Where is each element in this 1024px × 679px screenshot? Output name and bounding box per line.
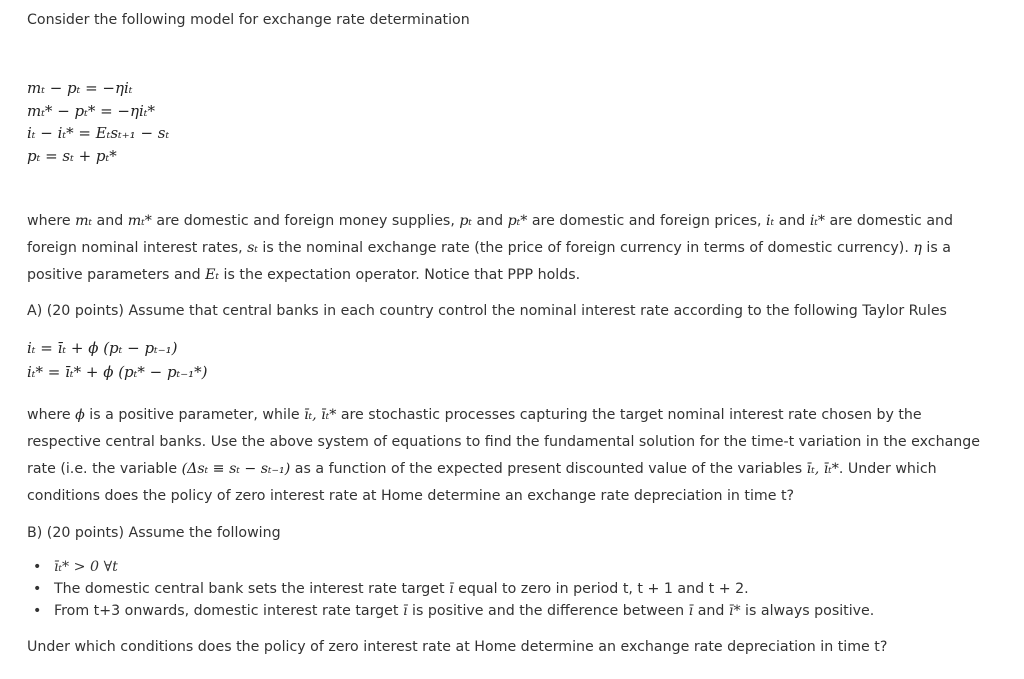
- closing-question: Under which conditions does the policy of zero interest rate at Home determine an exchange rate depreciation in time t?: [27, 639, 888, 655]
- math-span: īₜ, īₜ*: [304, 407, 337, 423]
- model-equations: [27, 77, 994, 167]
- text-span: The domestic central bank sets the interest rate target: [54, 581, 450, 597]
- math-span: mₜ*: [127, 213, 152, 229]
- math-span: īₜ* > 0 ∀t: [54, 559, 118, 575]
- text-span: where: [27, 213, 76, 229]
- text-span: are stochastic processes capturing the target nominal interest rate chosen by the respective central banks. Use the above system of equations to find the fundamental solution for the time-t variation in the exchange rate (i.e. the variable: [27, 407, 980, 477]
- equation-money-demand-home: mₜ − pₜ = −ηiₜ: [27, 79, 133, 97]
- text-span: is a positive parameter, while: [84, 407, 305, 423]
- text-span: and: [693, 603, 729, 619]
- text-span: is positive and the difference between: [407, 603, 689, 619]
- math-span: (Δsₜ ≡ sₜ − sₜ₋₁): [181, 461, 291, 477]
- list-item: [27, 600, 994, 622]
- part-b-heading: B) (20 points) Assume the following: [27, 525, 281, 541]
- text-span: where: [27, 407, 76, 423]
- text-span: and: [92, 213, 128, 229]
- math-span: iₜ: [766, 213, 775, 229]
- equation-taylor-foreign: iₜ* = īₜ* + ϕ (pₜ* − pₜ₋₁*): [27, 363, 208, 381]
- text-span: and: [471, 213, 508, 229]
- text-span: as a function of the expected present discounted value of the variables: [290, 461, 807, 477]
- list-item: [27, 556, 994, 578]
- text-span: is the nominal exchange rate (the price of foreign currency in terms of domestic currency).: [257, 240, 914, 256]
- text-span: and: [774, 213, 810, 229]
- math-span: sₜ: [247, 240, 258, 256]
- math-span: η: [913, 240, 922, 256]
- list-item: [27, 578, 994, 600]
- math-span: ī: [688, 603, 694, 619]
- math-span: ī: [402, 603, 408, 619]
- equation-ppp: pₜ = sₜ + pₜ*: [27, 146, 117, 165]
- equation-uip: iₜ − iₜ* = Eₜsₜ₊₁ − sₜ: [27, 124, 170, 142]
- text-span: are domestic and foreign prices,: [527, 213, 767, 229]
- math-span: ϕ: [75, 407, 85, 423]
- taylor-rules: [27, 336, 994, 384]
- math-span: mₜ: [75, 213, 93, 229]
- text-span: . Under which conditions does the policy of zero interest rate at Home determine an exchange rate depreciation in time t?: [27, 461, 937, 504]
- text-span: are domestic and foreign nominal interest rates,: [27, 213, 954, 256]
- text-span: are domestic and foreign money supplies,: [151, 213, 460, 229]
- text-span: is the expectation operator. Notice that PPP holds.: [219, 267, 581, 283]
- math-span: ī*: [728, 603, 741, 619]
- equation-money-demand-foreign: mₜ* − pₜ* = −ηiₜ*: [27, 101, 155, 120]
- text-span: equal to zero in period t, t + 1 and t + 2.: [453, 581, 749, 597]
- math-span: ī: [449, 581, 454, 597]
- math-span: pₜ: [459, 213, 472, 229]
- text-span: is a positive parameters and: [27, 240, 951, 283]
- text-span: From t+3 onwards, domestic interest rate target: [54, 603, 403, 619]
- text-span: is always positive.: [740, 603, 875, 619]
- equation-taylor-home: iₜ = īₜ + ϕ (pₜ − pₜ₋₁): [27, 339, 178, 357]
- part-a-heading: A) (20 points) Assume that central banks in each country control the nominal interest rate according to the following Taylor Rules: [27, 303, 947, 319]
- part-a-question: [27, 402, 994, 510]
- part-b-assumptions: [27, 556, 994, 622]
- where-paragraph: [27, 208, 994, 289]
- math-span: Eₜ: [205, 267, 220, 283]
- intro-text: Consider the following model for exchange rate determination: [27, 12, 470, 28]
- math-span: pₜ*: [507, 213, 528, 229]
- math-span: iₜ*: [809, 213, 825, 229]
- math-span: īₜ, īₜ*: [806, 461, 839, 477]
